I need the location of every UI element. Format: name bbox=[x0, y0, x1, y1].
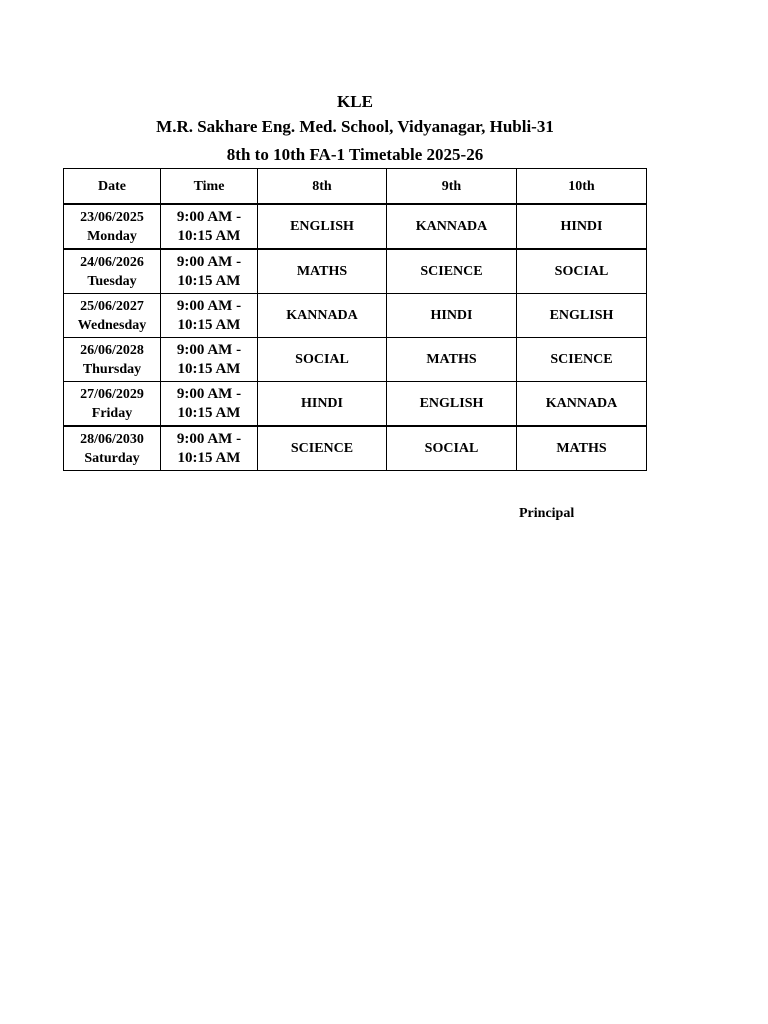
date-cell bbox=[64, 382, 161, 427]
time-cell bbox=[161, 204, 258, 249]
grade-8-subject: MATHS bbox=[258, 249, 387, 294]
time-cell bbox=[161, 338, 258, 382]
time-start: 9:00 AM - bbox=[176, 253, 242, 270]
table-header-row bbox=[64, 169, 647, 205]
day-value: Thursday bbox=[82, 361, 142, 377]
column-header-10th: 10th bbox=[517, 169, 647, 205]
grade-8-subject: SCIENCE bbox=[258, 426, 387, 471]
organization-name: KLE bbox=[337, 92, 373, 111]
grade-9-subject: SCIENCE bbox=[387, 249, 517, 294]
date-value: 27/06/2029 bbox=[80, 386, 144, 402]
column-header-8th: 8th bbox=[258, 169, 387, 205]
time-start: 9:00 AM - bbox=[176, 297, 242, 314]
grade-9-subject: SOCIAL bbox=[387, 426, 517, 471]
time-cell bbox=[161, 249, 258, 294]
grade-10-subject: HINDI bbox=[517, 204, 647, 249]
table-row bbox=[64, 338, 647, 382]
date-value: 23/06/2025 bbox=[80, 209, 144, 225]
column-header-time: Time bbox=[161, 169, 258, 205]
time-end: 10:15 AM bbox=[177, 227, 241, 244]
grade-10-subject: ENGLISH bbox=[517, 294, 647, 338]
grade-8-subject: SOCIAL bbox=[258, 338, 387, 382]
date-value: 25/06/2027 bbox=[80, 298, 144, 314]
time-end: 10:15 AM bbox=[177, 404, 241, 421]
time-start: 9:00 AM - bbox=[176, 430, 242, 447]
date-cell bbox=[64, 426, 161, 471]
date-value: 24/06/2026 bbox=[80, 254, 144, 270]
grade-9-subject: KANNADA bbox=[387, 204, 517, 249]
date-cell bbox=[64, 338, 161, 382]
grade-8-subject: HINDI bbox=[258, 382, 387, 427]
grade-9-subject: HINDI bbox=[387, 294, 517, 338]
time-cell bbox=[161, 294, 258, 338]
time-start: 9:00 AM - bbox=[176, 208, 242, 225]
day-value: Friday bbox=[91, 405, 133, 421]
time-end: 10:15 AM bbox=[177, 449, 241, 466]
table-row bbox=[64, 204, 647, 249]
date-cell bbox=[64, 249, 161, 294]
day-value: Tuesday bbox=[87, 273, 137, 289]
date-cell bbox=[64, 294, 161, 338]
date-cell bbox=[64, 204, 161, 249]
time-end: 10:15 AM bbox=[177, 272, 241, 289]
table-row bbox=[64, 249, 647, 294]
school-name: M.R. Sakhare Eng. Med. School, Vidyanagar, Hubli-31 bbox=[156, 117, 554, 136]
principal-signatory: Principal bbox=[519, 506, 575, 521]
day-value: Saturday bbox=[84, 450, 140, 466]
table-row bbox=[64, 426, 647, 471]
column-header-date: Date bbox=[64, 169, 161, 205]
date-value: 26/06/2028 bbox=[80, 342, 144, 358]
day-value: Wednesday bbox=[77, 317, 147, 333]
time-start: 9:00 AM - bbox=[176, 341, 242, 358]
column-header-9th: 9th bbox=[387, 169, 517, 205]
exam-timetable bbox=[63, 168, 647, 471]
grade-8-subject: KANNADA bbox=[258, 294, 387, 338]
grade-10-subject: SCIENCE bbox=[517, 338, 647, 382]
grade-10-subject: SOCIAL bbox=[517, 249, 647, 294]
time-end: 10:15 AM bbox=[177, 360, 241, 377]
day-value: Monday bbox=[87, 228, 137, 244]
time-end: 10:15 AM bbox=[177, 316, 241, 333]
time-cell bbox=[161, 426, 258, 471]
time-cell bbox=[161, 382, 258, 427]
grade-9-subject: MATHS bbox=[387, 338, 517, 382]
timetable-title: 8th to 10th FA-1 Timetable 2025-26 bbox=[226, 145, 484, 164]
grade-10-subject: KANNADA bbox=[517, 382, 647, 427]
date-value: 28/06/2030 bbox=[80, 431, 144, 447]
grade-10-subject: MATHS bbox=[517, 426, 647, 471]
grade-8-subject: ENGLISH bbox=[258, 204, 387, 249]
table-row bbox=[64, 294, 647, 338]
time-start: 9:00 AM - bbox=[176, 385, 242, 402]
grade-9-subject: ENGLISH bbox=[387, 382, 517, 427]
table-row bbox=[64, 382, 647, 427]
